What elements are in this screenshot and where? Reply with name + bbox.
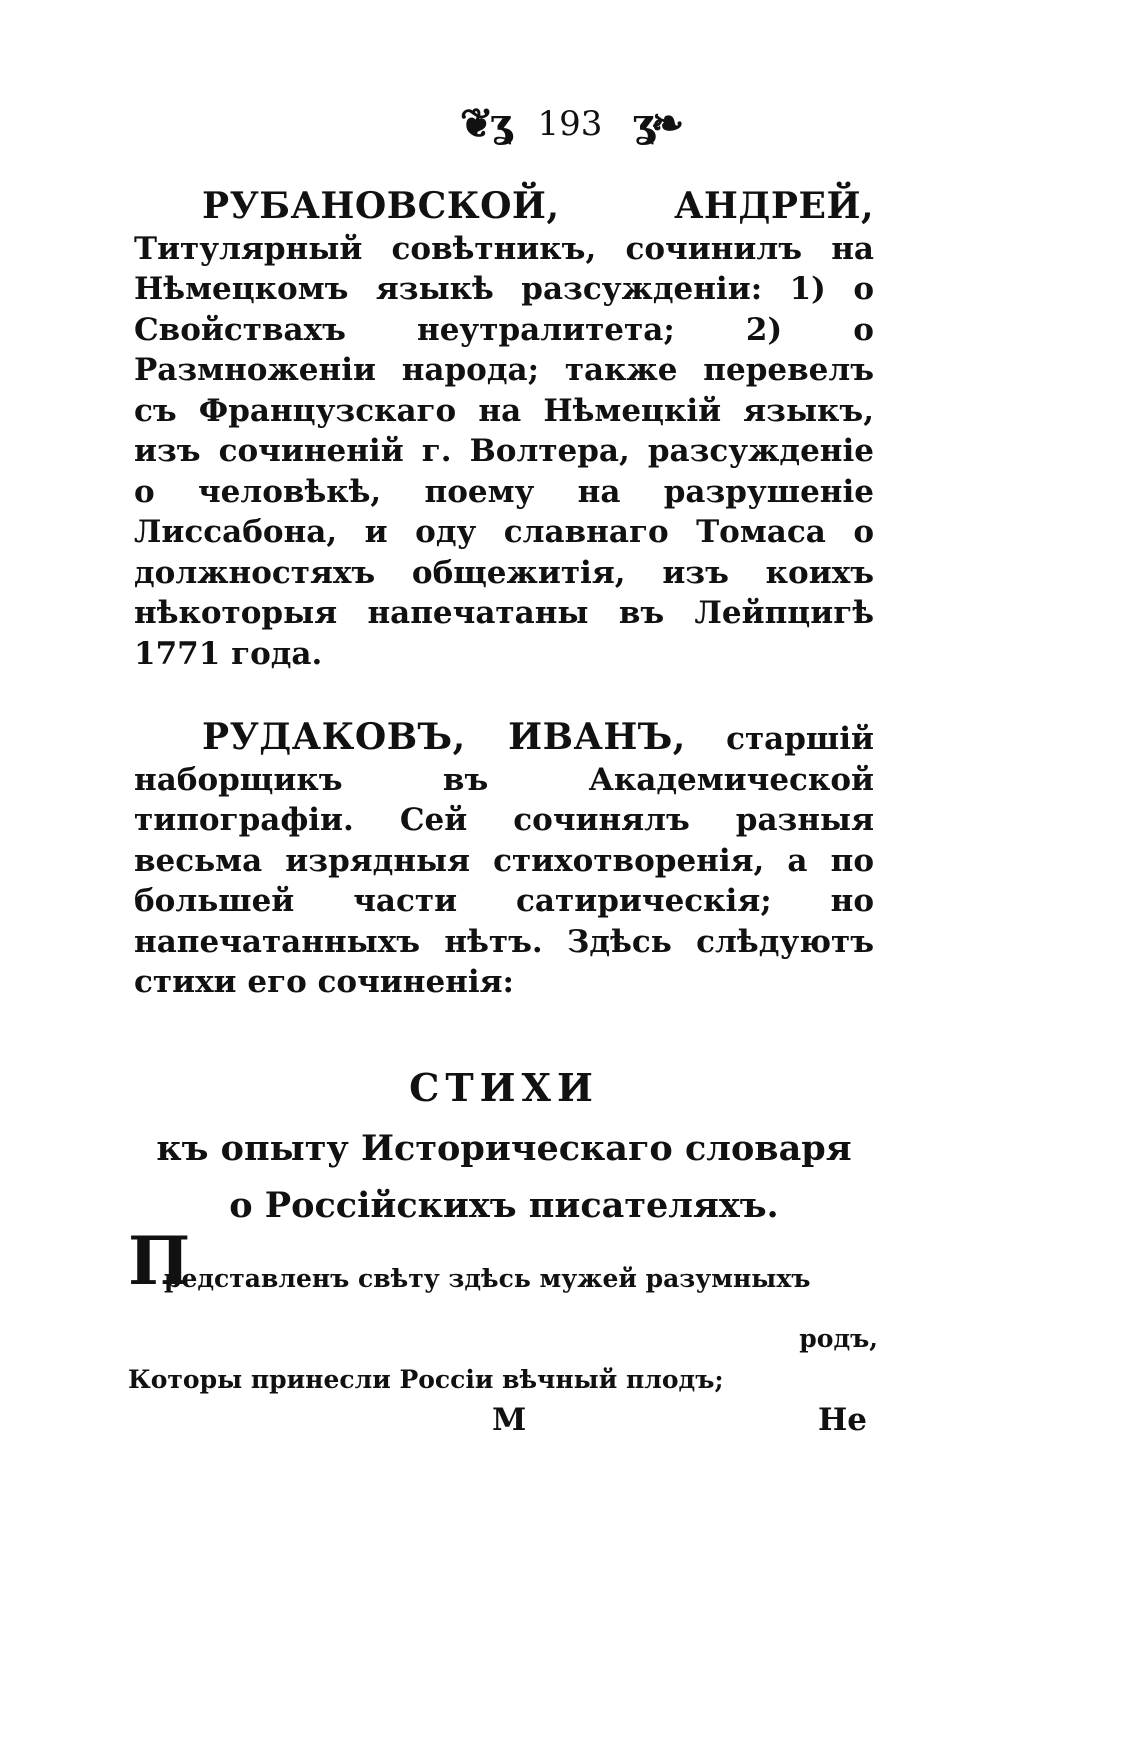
ornament-right-icon: ʓ❧ [631,100,681,147]
catchword: Не [818,1402,868,1438]
signature-mark: М [492,1402,527,1438]
running-head [0,98,1140,148]
entry-heading: РУДАКОВЪ, ИВАНЪ, [202,716,686,758]
ornament-left-icon: ❦ʓ [459,100,509,147]
verse-line-1-continuation: родъ, [799,1324,878,1353]
entry-paragraph [134,717,874,1003]
verse-line-1: редставленъ свѣту здѣсь мужей разумныхъ [164,1264,811,1293]
page-number: 193 [537,104,603,144]
drop-cap: П [128,1222,191,1300]
entry-heading: РУБАНОВСКОЙ, АНДРЕЙ, [202,185,874,227]
entry-paragraph [134,186,874,674]
poem-subtitle-line-2: о Россійскихъ писателяхъ. [229,1185,779,1226]
poem-subtitle-line-1: къ опыту Историческаго словаря [156,1128,852,1169]
entry-rubanovskoy [134,186,874,674]
entry-text: Титулярный совѣтникъ, сочинилъ на Нѣмецкомъ языкѣ разсужденіи: 1) о Свойствахъ неутралитета; 2) о Размноженіи народа; также перевелъ съ Французскаго на Нѣмецкій языкъ, изъ сочиненій г. Волтера, разсужденіе о человѣкѣ, поему на разрушеніе Лиссабона, и оду славнаго Томаса о должностяхъ общежитія, изъ коихъ нѣкоторыя напечатаны въ Лейпцигѣ 1771 года. [134,230,874,672]
poem-title: СТИХИ [409,1065,599,1110]
verse-line-2: Которы принесли Россіи вѣчный плодъ; [128,1365,724,1394]
entry-rudakov [134,717,874,1003]
entry-text: старшій наборщикъ въ Академической типографіи. Сей сочинялъ разныя весьма изрядныя стихотворенія, а по большей части сатирическія; но напечатанныхъ нѣтъ. Здѣсь слѣдуютъ стихи его сочиненія: [134,721,874,1000]
